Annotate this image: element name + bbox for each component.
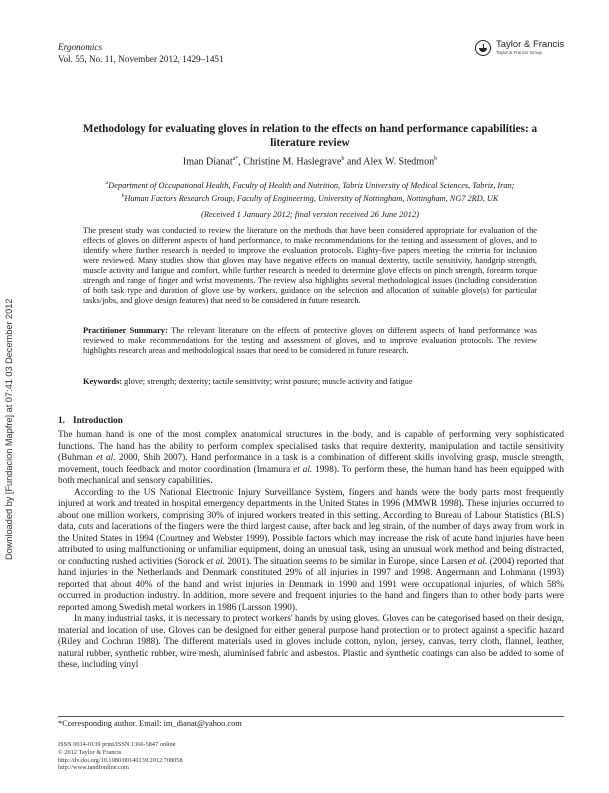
author-sup: b bbox=[341, 156, 345, 162]
author-name: Christine M. Haslegrave bbox=[243, 156, 342, 168]
publisher-name: Taylor & Francis bbox=[496, 39, 565, 50]
italic-run: et al. bbox=[206, 556, 226, 567]
download-watermark-text: Downloaded by [Fundacion Mapfre] at 07:41 03 December 2012 bbox=[4, 298, 14, 560]
imprint-doi: http://dx.doi.org/10.1080/00140139.2012.708058 bbox=[58, 756, 183, 764]
author-sup: a* bbox=[232, 156, 239, 162]
footnote-divider bbox=[58, 716, 564, 717]
journal-name: Ergonomics bbox=[58, 42, 103, 52]
affiliation-sup: b bbox=[121, 192, 125, 199]
author-list bbox=[60, 156, 560, 167]
italic-run: et al. bbox=[468, 556, 488, 567]
affiliation-item bbox=[60, 178, 560, 191]
section-number: 1. bbox=[58, 415, 65, 425]
section-heading bbox=[58, 415, 123, 425]
corresponding-author-footnote: *Corresponding author. Email: im_dianat@yahoo.com bbox=[58, 719, 242, 728]
article-title: Methodology for evaluating gloves in relation to the effects on hand performance capabilities: a literature review bbox=[82, 123, 538, 149]
taylor-francis-logo-icon bbox=[475, 40, 491, 56]
italic-run: et al. bbox=[293, 464, 313, 475]
affiliation-text: Department of Occupational Health, Faculty of Health and Nutrition, Tabriz University of Medical Sciences, Tabriz, Iran; bbox=[108, 180, 515, 190]
section-title: Introduction bbox=[73, 415, 123, 425]
journal-header bbox=[58, 41, 224, 65]
imprint-website: http://www.tandfonline.com bbox=[58, 764, 129, 772]
affiliation-item bbox=[60, 191, 560, 204]
journal-citation: Vol. 55, No. 11, November 2012, 1429–1451 bbox=[58, 54, 224, 64]
author-name: Iman Dianat bbox=[182, 156, 233, 168]
body-paragraph: According to the US National Electronic Injury Surveillance System, fingers and hands were the body parts most frequently injured at work and treated in hospital emergency departments in the United States in 1996 (MMWR 1998). These injuries occurred to about one million workers, comprising 30% of injured workers treated in this setting. According to Bureau of Labour Statistics (BLS) data, cuts and lacerations of the fingers were the third largest cause, after back and leg strain, of the number of days away from work in the United States in 1994 (Courtney and Webster 1999). Possible factors which may increase the risk of acute hand injuries have been attributed to using malfunctioning or unfamiliar equipment, doing an unusual task, using an unusual work method and being distracted, or conducting rushed activities (Sorock et al. 2001). The situation seems to be similar in Europe, since Larsen et al. (2004) reported that hand injuries in the Netherlands and Denmark constituted 29% of all injuries in 1997 and 1998. Angermann and Lohmann (1993) reported that about 40% of the hand and wrist injuries in Denmark in 1990 and 1991 were occupational injuries, of which 58% occurred in production industry. In addition, more severe and frequent injuries to the hand and fingers than to other body parts were reported among Swedish metal workers in 1986 (Larsson 1990). bbox=[58, 487, 564, 613]
publisher-logo bbox=[475, 40, 564, 56]
body-paragraph: In many industrial tasks, it is necessary to protect workers' hands by using gloves. Gloves can be categorised based on their design, material and location of use. Gloves can be designed for either general purpose hand protection or to protect against a specific hazard (Riley and Cochran 1988). The different materials used in gloves include cotton, nylon, jersey, canvas, terry cloth, flannel, leather, natural rubber, synthetic rubber, wire mesh, aluminised fabric and asbestos. Plastic and synthetic coatings can also be added to some of these, including vinyl bbox=[58, 614, 564, 670]
download-watermark bbox=[2, 248, 16, 560]
practitioner-summary bbox=[83, 326, 537, 356]
keywords bbox=[83, 377, 537, 387]
italic-run: et al. bbox=[95, 453, 116, 463]
practitioner-summary-label: Practitioner Summary: bbox=[83, 326, 168, 335]
keywords-label: Keywords: bbox=[83, 377, 123, 386]
author-name: Alex W. Stedmon bbox=[363, 156, 435, 168]
imprint-copyright: © 2012 Taylor & Francis bbox=[58, 748, 122, 756]
publisher-group: Taylor & Francis Group bbox=[496, 50, 543, 55]
keywords-text: glove; strength; dexterity; tactile sensitivity; wrist posture; muscle activity and fatigue bbox=[122, 377, 413, 386]
affiliations bbox=[60, 178, 560, 204]
abstract: The present study was conducted to review the literature on the methods that have been considered appropriate for evaluation of the effects of gloves on different aspects of hand performance, to make recommendations for the testing and assessment of gloves, and to identify where further research is needed to improve the evaluation protocols. Eighty-five papers meeting the criteria for inclusion were reviewed. Many studies show that gloves may have negative effects on manual dexterity, tactile sensitivity, handgrip strength, muscle activity and fatigue and comfort, while further research is needed to determine glove effects on pinch strength, forearm torque strength and range of finger and wrist movements. The review also highlights several methodological issues (including consideration of both task type and duration of glove use by workers, guidance on the selection and allocation of suitable glove(s) for particular tasks/jobs, and glove design features) that need to be considered in future research. bbox=[83, 226, 537, 305]
imprint-issn: ISSN 0014-0139 print/ISSN 1366-5847 online bbox=[58, 741, 176, 748]
section-body bbox=[58, 430, 564, 672]
affiliation-sup: a bbox=[105, 180, 109, 186]
received-dates: (Received 1 January 2012; final version received 26 June 2012) bbox=[200, 209, 419, 219]
body-paragraph: The human hand is one of the most complex anatomical structures in the body, and is capable of performing very sophisticated functions. The hand has the ability to perform complex specialised tasks that require dexterity, manipulation and tactile sensitivity (Buhman et al. 2000, Shih 2007). Hand performance in a task is a combination of different skills involving grasp, muscle strength, movement, touch feedback and motor coordination (Imamura et al. 1998). To perform these, the human hand has been equipped with both mechanical and sensory capabilities. bbox=[58, 430, 564, 486]
imprint bbox=[58, 741, 183, 772]
author-separator: and bbox=[344, 156, 364, 168]
author-sup: b bbox=[434, 156, 438, 162]
affiliation-text: Human Factors Research Group, Faculty of Engineering, University of Nottingham, Nottingham, NG7 2RD, UK bbox=[124, 193, 499, 203]
practitioner-summary-text: The relevant literature on the effects of protective gloves on different aspects of hand performance was reviewed to make recommendations for the testing and assessment of gloves, and to improve evaluation protocols. The review highlights research areas and methodological issues that need to be considered in future research. bbox=[83, 326, 537, 355]
author-separator: , bbox=[238, 156, 244, 168]
